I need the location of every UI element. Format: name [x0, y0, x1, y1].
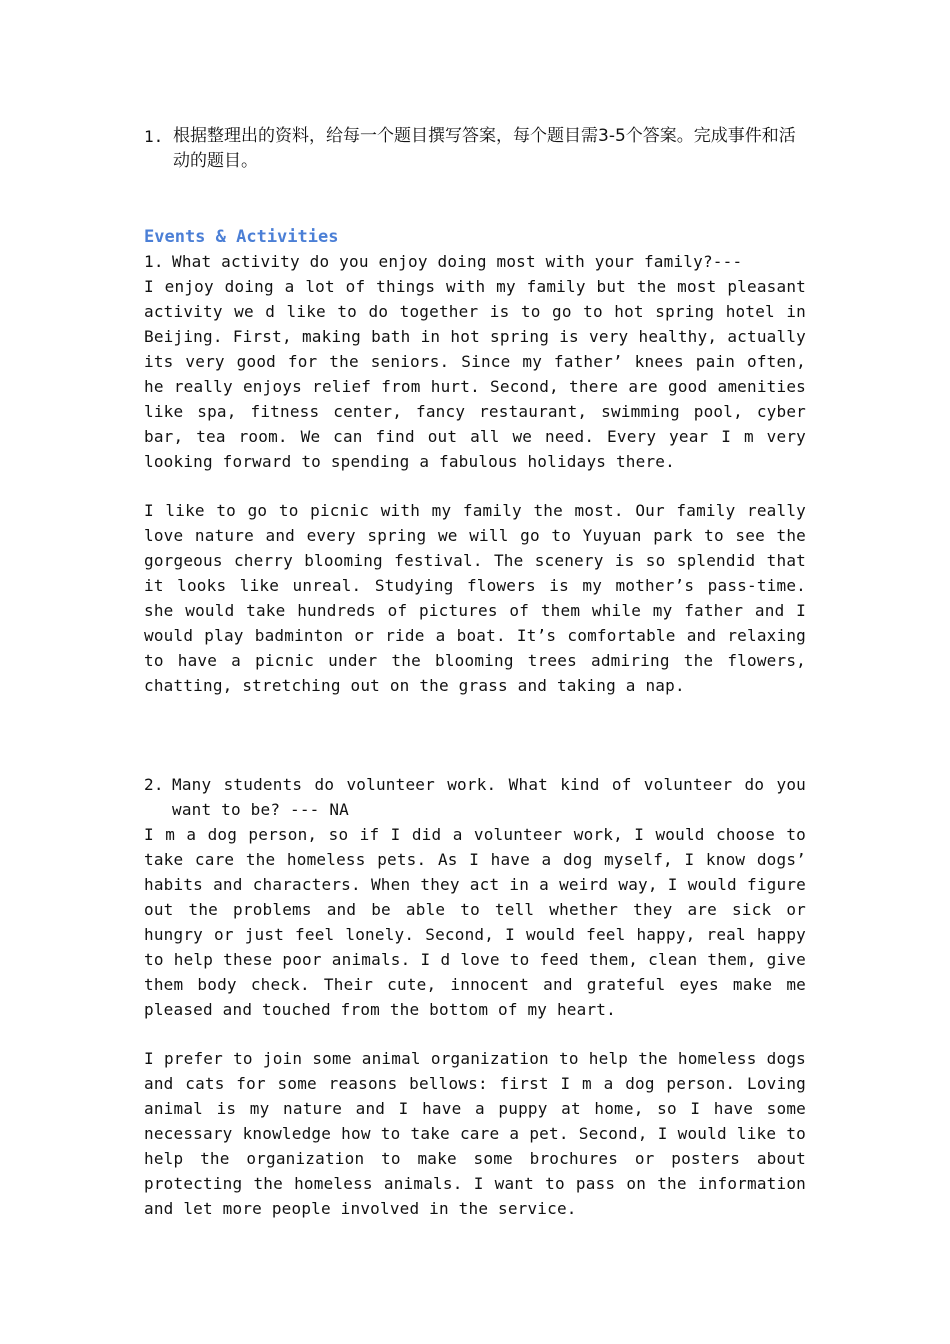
section-title: Events & Activities — [144, 227, 339, 247]
question-1-answer-2: I like to go to picnic with my family the most. Our family really love nature and every spring we will go to Yuyuan park to see the gorgeous cherry blooming festival. The scenery is so splendid that it looks like unreal. Studying flowers is my mother’s pass-time. she would take hundreds of pictures of them while my father and I would play badminton or ride a boat. It’s comfortable and relaxing to have a picnic under the blooming trees admiring the flowers, chatting, stretching out on the grass and taking a nap. — [144, 501, 806, 695]
question-1-answer-1: I enjoy doing a lot of things with my family but the most pleasant activity we d like to do together is to go to hot spring hotel in Beijing. First, making bath in hot spring is very healthy, actually its very good for the seniors. Since my father’ knees pain often, he really enjoys relief from hurt. Second, there are good amenities like spa, fitness center, fancy restaurant, swimming pool, cyber bar, tea room. We can find out all we need. Every year I m very looking forward to spending a fabulous holidays there. — [144, 277, 806, 471]
question-2-text: Many students do volunteer work. What kind of volunteer do you want to be? --- NA — [172, 775, 806, 819]
question-1 — [144, 249, 806, 274]
intro-instruction — [144, 124, 809, 174]
question-2-answer-1: I m a dog person, so if I did a volunteer work, I would choose to take care the homeless pets. As I have a dog myself, I know dogs’ habits and characters. When they act in a weird way, I would figure out the problems and be able to tell whether they are sick or hungry or just feel lonely. Second, I would feel happy, real happy to help these poor animals. I d love to feed them, clean them, give them body check. Their cute, innocent and grateful eyes make me pleased and touched from the bottom of my heart. — [144, 825, 806, 1019]
question-2-number: 2. — [144, 775, 164, 794]
question-1-number: 1. — [144, 252, 164, 271]
question-2 — [144, 772, 806, 822]
question-1-text: What activity do you enjoy doing most with your family?--- — [172, 252, 743, 271]
question-2-answer-2: I prefer to join some animal organization to help the homeless dogs and cats for some reasons bellows: first I m a dog person. Loving animal is my nature and I have a puppy at home, so I have some necessary knowledge how to take care a pet. Second, I would like to help the organization to make some brochures or posters about protecting the homeless animals. I want to pass on the information and let more people involved in the service. — [144, 1049, 806, 1218]
intro-text: 根据整理出的资料，给每一个题目撰写答案，每个题目需3-5个答案。完成事件和活动的题目。 — [173, 126, 796, 171]
intro-number: 1. — [144, 127, 164, 146]
